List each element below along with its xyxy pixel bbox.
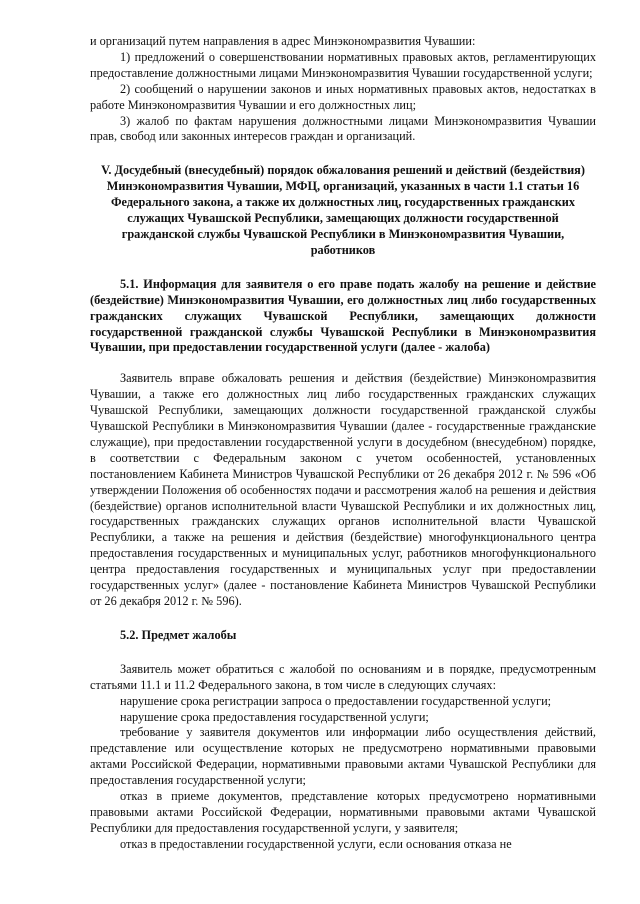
- subsection-5-2-title: 5.2. Предмет жалобы: [120, 627, 237, 642]
- case-item-3: требование у заявителя документов или информации либо осуществления действий, представление или осуществление которых не предусмотрено нормативными правовыми актами Российской Федерации, нормативными правовыми актами Чувашской Республики для предоставления государственной услуги;: [90, 725, 596, 788]
- spacer: [90, 644, 596, 662]
- paragraph-5-1: Заявитель вправе обжаловать решения и действия (бездействие) Минэкономразвития Чувашии, а также его должностных лиц либо государственных гражданских служащих Чувашской Республики, замещающих должности государственной гражданской службы Чувашской Республики в Минэкономразвития Чувашии (далее - государственные гражданские служащие), при предоставлении государственной услуги в досудебном (внесудебном) порядке, в соответствии с Федеральным законом с учетом особенностей, установленных постановлением Кабинета Министров Чувашской Республики от 26 декабря 2012 г. № 596 «Об утверждении Положения об особенностях подачи и рассмотрения жалоб на решения и действия (бездействие) органов исполнительной власти Чувашской Республики и их должностных лиц, государственных гражданских служащих органов исполнительной власти Чувашской Республики, а также на решения и действия (бездействие) многофункционального центра предоставления государственных и муниципальных услуг, работников многофункционального центра предоставления государственных и муниципальных услуг при предоставлении государственных услуг» (далее - постановление Кабинета Министров Чувашской Республики от 26 декабря 2012 г. № 596).: [90, 371, 596, 608]
- document-body: [90, 34, 596, 853]
- case-item-2: нарушение срока предоставления государственной услуги;: [120, 709, 429, 724]
- subsection-5-1-title: 5.1. Информация для заявителя о его праве подать жалобу на решение и действие (бездействие) Минэкономразвития Чувашии, его должностных лиц либо государственных гражданских служащих Чувашской Республики, замещающих должности государственной гражданской службы Чувашской Республики в Минэкономразвития Чувашии, при предоставлении государственной услуги (далее - жалоба): [90, 276, 596, 355]
- spacer: [90, 610, 596, 628]
- spacer: [90, 259, 596, 277]
- proposal-item-2: 2) сообщений о нарушении законов и иных нормативных правовых актов, недостатках в работе Минэкономразвития Чувашии и его должностных лиц;: [90, 81, 596, 112]
- proposal-item-1: 1) предложений о совершенствовании нормативных правовых актов, регламентирующих предоставление должностными лицами Минэкономразвития Чувашии государственной услуги;: [90, 49, 596, 80]
- section-v-title: V. Досудебный (внесудебный) порядок обжалования решений и действий (бездействия) Минэкономразвития Чувашии, МФЦ, организаций, указанных в части 1.1 статьи 16 Федерального закона, а также их должностных лиц, государственных гражданских служащих Чувашской Республики, замещающих должности государственной гражданской службы Чувашской Республики в Минэкономразвития Чувашии, работников: [101, 163, 585, 257]
- case-item-4: отказ в приеме документов, представление которых предусмотрено нормативными правовыми актами Российской Федерации, нормативными правовыми актами Чувашской Республики для предоставления государственной услуги, у заявителя;: [90, 789, 596, 835]
- spacer: [90, 356, 596, 371]
- spacer: [90, 145, 596, 163]
- proposal-item-3: 3) жалоб по фактам нарушения должностными лицами Минэкономразвития Чувашии прав, свобод или законных интересов граждан и организаций.: [90, 113, 596, 144]
- case-item-1: нарушение срока регистрации запроса о предоставлении государственной услуги;: [120, 693, 552, 708]
- intro-line: и организаций путем направления в адрес Минэкономразвития Чувашии:: [90, 34, 476, 48]
- case-item-5: отказ в предоставлении государственной услуги, если основания отказа не: [120, 836, 512, 851]
- paragraph-5-2: Заявитель может обратиться с жалобой по основаниям и в порядке, предусмотренным статьями 11.1 и 11.2 Федерального закона, в том числе в следующих случаях:: [90, 661, 596, 692]
